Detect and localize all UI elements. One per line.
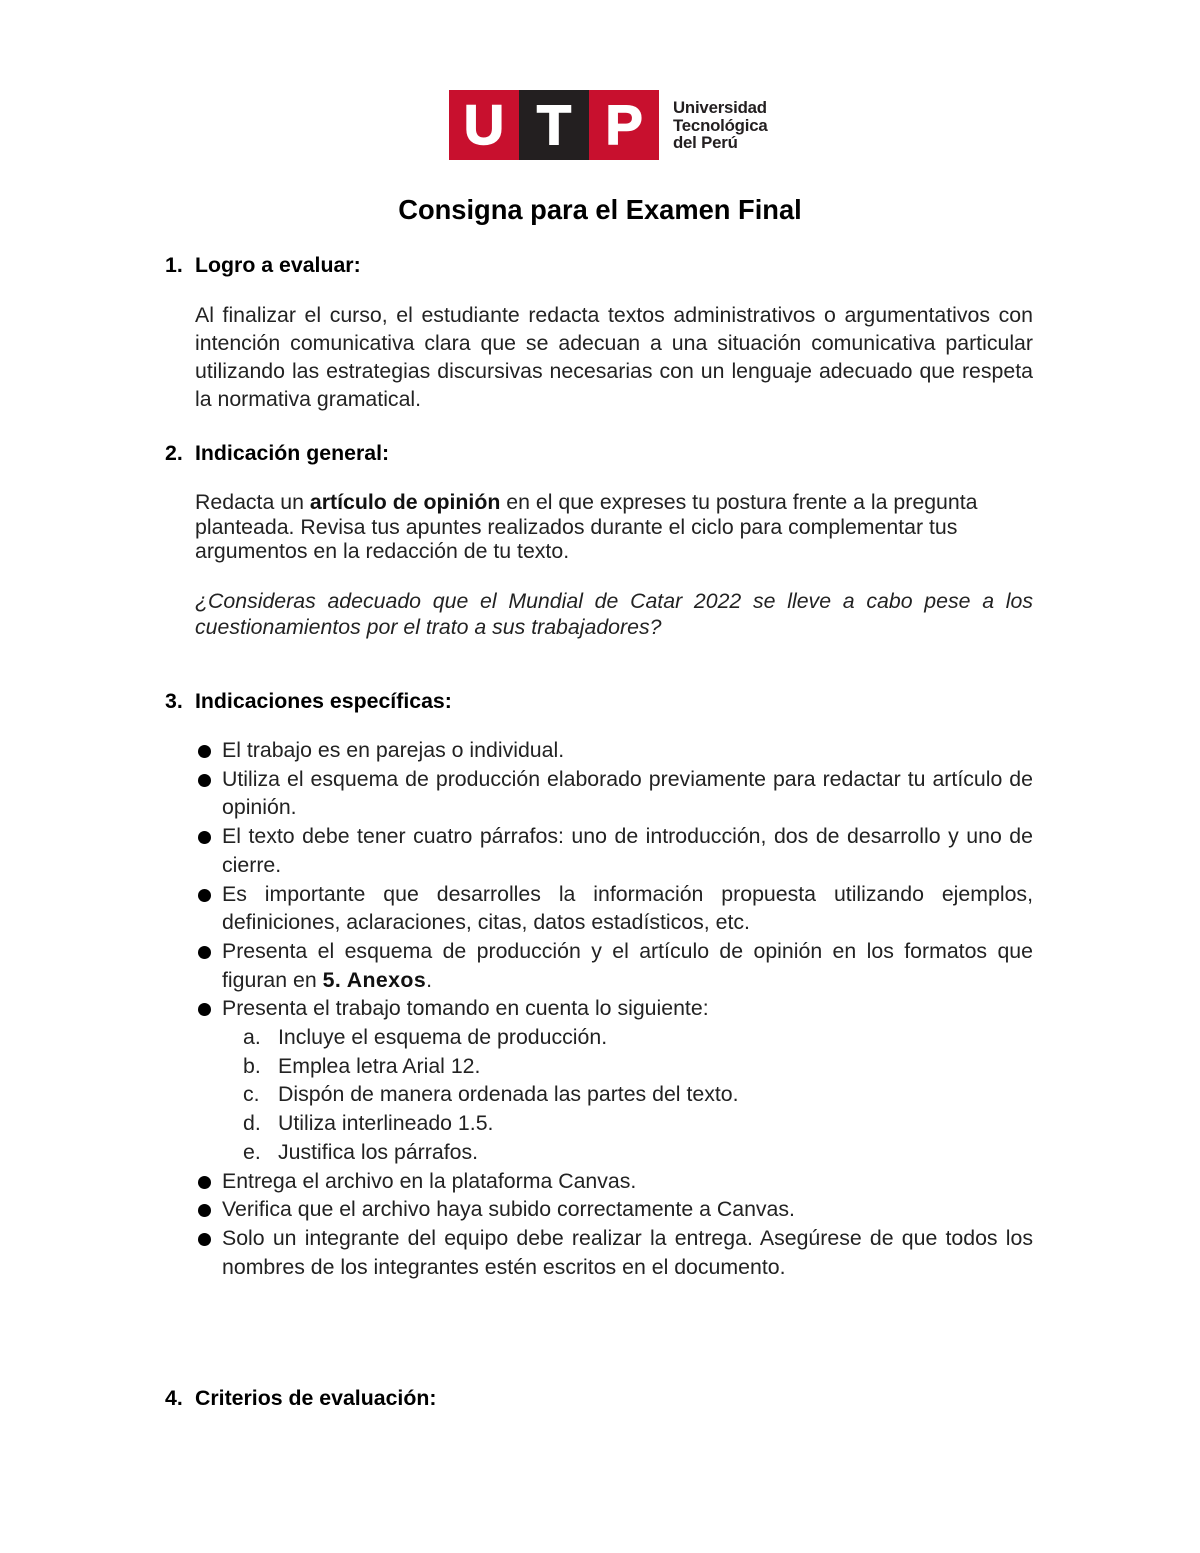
sublist-item-text: Dispón de manera ordenada las partes del texto. <box>278 1082 739 1107</box>
list-item-text: Solo un integrante del equipo debe realizar la entrega. Asegúrese de que todos los nombres de los integrantes estén escritos en el documento. <box>222 1225 1033 1279</box>
document-title: Consigna para el Examen Final <box>398 194 802 225</box>
list-item-text: Entrega el archivo en la plataforma Canvas. <box>222 1168 637 1193</box>
bullet-icon <box>198 1176 211 1189</box>
list-item <box>195 1195 1033 1224</box>
section-number: 1. <box>165 253 183 277</box>
logo-letter-p: P <box>589 90 659 160</box>
instructions-list <box>195 736 1033 1281</box>
section-number: 2. <box>165 441 183 465</box>
section-1-heading <box>165 251 361 279</box>
sublist-item <box>222 1023 1033 1052</box>
list-item-text: El trabajo es en parejas o individual. <box>222 738 565 762</box>
list-item <box>195 765 1033 822</box>
bullet-icon <box>198 1003 211 1016</box>
list-item <box>195 1167 1033 1196</box>
sublist-marker: e. <box>243 1139 261 1164</box>
sublist-item-text: Utiliza interlineado 1.5. <box>278 1111 494 1136</box>
section-heading-text: Indicaciones específicas: <box>195 689 452 713</box>
sublist-item <box>222 1109 1033 1138</box>
section-3-heading <box>165 687 452 715</box>
sublist-item-text: Incluye el esquema de producción. <box>278 1025 608 1050</box>
sublist <box>222 1023 1033 1167</box>
section-number: 3. <box>165 689 183 713</box>
section-heading-text: Indicación general: <box>195 441 390 465</box>
sublist-marker: b. <box>243 1053 261 1078</box>
bullet-icon <box>198 831 211 844</box>
section-number: 4. <box>165 1386 183 1410</box>
sublist-item-text: Emplea letra Arial 12. <box>278 1053 481 1078</box>
sublist-marker: c. <box>243 1082 260 1107</box>
list-item <box>195 880 1033 937</box>
sublist-item-text: Justifica los párrafos. <box>278 1139 479 1164</box>
bullet-icon <box>198 1233 211 1246</box>
logo-letter-t: T <box>519 90 589 160</box>
sublist-item <box>222 1138 1033 1167</box>
logo-letter-u: U <box>449 90 519 160</box>
utp-logo <box>449 90 659 160</box>
university-name-line: Tecnológica <box>673 115 768 135</box>
list-item <box>195 736 1033 765</box>
section-heading-text: Logro a evaluar: <box>195 253 361 277</box>
list-item <box>195 1224 1033 1281</box>
sublist-item <box>222 1052 1033 1081</box>
section-2-paragraph <box>195 490 1033 564</box>
section-heading-text: Criterios de evaluación: <box>195 1386 437 1410</box>
list-item <box>195 937 1033 994</box>
bullet-icon <box>198 946 211 959</box>
list-item-text: Utiliza el esquema de producción elaborado previamente para redactar tu artículo de opinión. <box>222 766 1033 820</box>
university-name <box>673 99 767 152</box>
bullet-icon <box>198 889 211 902</box>
paragraph-text: en el que expreses tu postura frente a la pregunta planteada. Revisa tus apuntes realizados durante el ciclo para complementar tus argumentos en la redacción de tu texto. <box>195 490 978 563</box>
list-item <box>195 994 1033 1166</box>
list-item <box>195 822 1033 879</box>
section-4-heading <box>165 1384 436 1412</box>
list-item-text: . <box>426 967 432 992</box>
list-item-text: Presenta el esquema de producción y el artículo de opinión en los formatos que figuran en <box>222 938 1033 992</box>
bullet-icon <box>198 1204 211 1217</box>
university-name-line: del Perú <box>673 133 738 152</box>
sublist-marker: d. <box>243 1111 261 1136</box>
bullet-icon <box>198 774 211 787</box>
guiding-question: ¿Consideras adecuado que el Mundial de Catar 2022 se lleve a cabo pese a los cuestionamientos por el trato a sus trabajadores? <box>195 589 1033 639</box>
bullet-icon <box>198 745 211 758</box>
sublist-item <box>222 1080 1033 1109</box>
list-item-text: Es importante que desarrolles la información propuesta utilizando ejemplos, definiciones, aclaraciones, citas, datos estadísticos, etc. <box>222 881 1033 935</box>
paragraph-bold-text: artículo de opinión <box>309 490 501 514</box>
university-name-line: Universidad <box>673 98 767 117</box>
list-item-bold-text: 5. Anexos <box>322 967 427 992</box>
section-2-heading <box>165 439 389 467</box>
list-item-text: Verifica que el archivo haya subido correctamente a Canvas. <box>222 1197 795 1222</box>
section-1-paragraph: Al finalizar el curso, el estudiante redacta textos administrativos o argumentativos con intención comunicativa clara que se adecuan a una situación comunicativa particular utilizando las estrategias discursivas necesarias con un lenguaje adecuado que respeta la normativa gramatical. <box>195 303 1033 411</box>
paragraph-text: Redacta un <box>195 490 310 514</box>
list-item-text: El texto debe tener cuatro párrafos: uno de introducción, dos de desarrollo y uno de cierre. <box>222 824 1033 877</box>
list-item-text: Presenta el trabajo tomando en cuenta lo siguiente: <box>222 996 709 1021</box>
sublist-marker: a. <box>243 1025 261 1050</box>
